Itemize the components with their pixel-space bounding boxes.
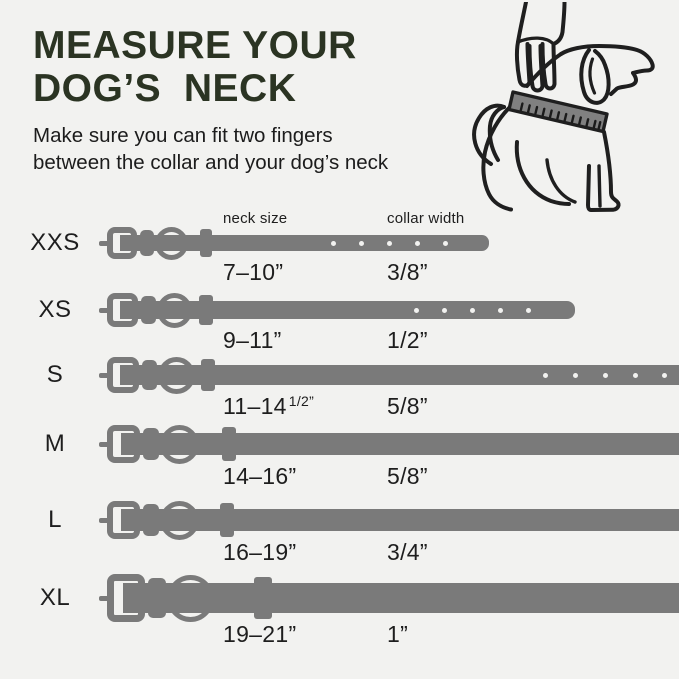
collar-hole (573, 373, 578, 378)
collar-ring (160, 425, 199, 464)
collar-hole (443, 241, 448, 246)
dog-outline-icon (474, 46, 653, 210)
neck-size-value: 9–11” (223, 327, 282, 353)
subtitle (33, 123, 388, 176)
size-label-xs: XS (38, 296, 72, 323)
size-label-m: M (44, 430, 66, 457)
collar-width-value: 5/8” (387, 463, 428, 489)
collar-buckle (107, 425, 140, 464)
collar-hole (331, 241, 336, 246)
collar-strap (121, 509, 679, 531)
collar-hole (387, 241, 392, 246)
column-header-neck-size: neck size (223, 210, 288, 227)
collar-ring (157, 293, 192, 328)
collar-slider (254, 577, 272, 619)
neck-size-value: 14–16” (223, 463, 297, 489)
collar-keeper (148, 578, 167, 618)
collar-hole (543, 373, 548, 378)
collar-width-value: 3/8” (387, 259, 428, 285)
collar-hole (470, 308, 475, 313)
title-line-2: DOG’S NECK (33, 67, 297, 111)
neck-size-value: 11–14 $^{1/2”}$ (223, 393, 315, 419)
collar-hole (359, 241, 364, 246)
subtitle-line-2: between the collar and your dog’s neck (33, 150, 389, 174)
collar-hole (662, 373, 667, 378)
hand-two-fingers-icon (517, 2, 565, 91)
collar-keeper (141, 296, 156, 324)
collar-slider (199, 295, 212, 325)
neck-size-fraction: 1/2” (288, 393, 315, 409)
collar-buckle (107, 357, 139, 393)
collar-keeper (140, 230, 154, 256)
collar-ring (155, 227, 188, 260)
measuring-tape-icon (509, 92, 607, 132)
collar-ring (160, 501, 199, 540)
collar-hole (526, 308, 531, 313)
collar-width-value: 5/8” (387, 393, 428, 419)
collar-hole (442, 308, 447, 313)
collar-buckle (107, 227, 137, 259)
collar-slider (200, 229, 213, 257)
size-label-xl: XL (39, 584, 71, 611)
title-line-1: MEASURE YOUR (33, 24, 357, 67)
collar-width-value: 1/2” (387, 327, 428, 353)
subtitle-line-1: Make sure you can fit two fingers (33, 124, 333, 147)
collar-keeper (143, 428, 159, 460)
neck-size-value: 16–19” (223, 539, 297, 565)
collar-hole (633, 373, 638, 378)
collar-hole (415, 241, 420, 246)
collar-slider (201, 359, 215, 391)
collar-ring (158, 357, 195, 394)
neck-size-value: 19–21” (223, 621, 297, 647)
collar-keeper (143, 504, 159, 536)
collar-strap (121, 433, 679, 455)
size-label-s: S (46, 361, 64, 388)
size-label-xxs: XXS (30, 229, 80, 256)
collar-buckle (107, 501, 140, 540)
neck-size-value: 7–10” (223, 259, 284, 285)
collar-buckle (107, 574, 145, 622)
collar-buckle (107, 293, 138, 327)
collar-slider (220, 503, 235, 537)
collar-hole (603, 373, 608, 378)
column-header-collar-width: collar width (387, 210, 465, 227)
collar-slider (222, 427, 237, 461)
page-title (33, 24, 357, 111)
collar-ring (167, 575, 214, 622)
collar-width-value: 3/4” (387, 539, 428, 565)
collar-keeper (142, 360, 157, 390)
dog-neck-measuring-illustration (461, 2, 673, 216)
collar-hole (498, 308, 503, 313)
collar-hole (414, 308, 419, 313)
collar-width-value: 1” (387, 621, 409, 647)
size-label-l: L (48, 506, 62, 533)
